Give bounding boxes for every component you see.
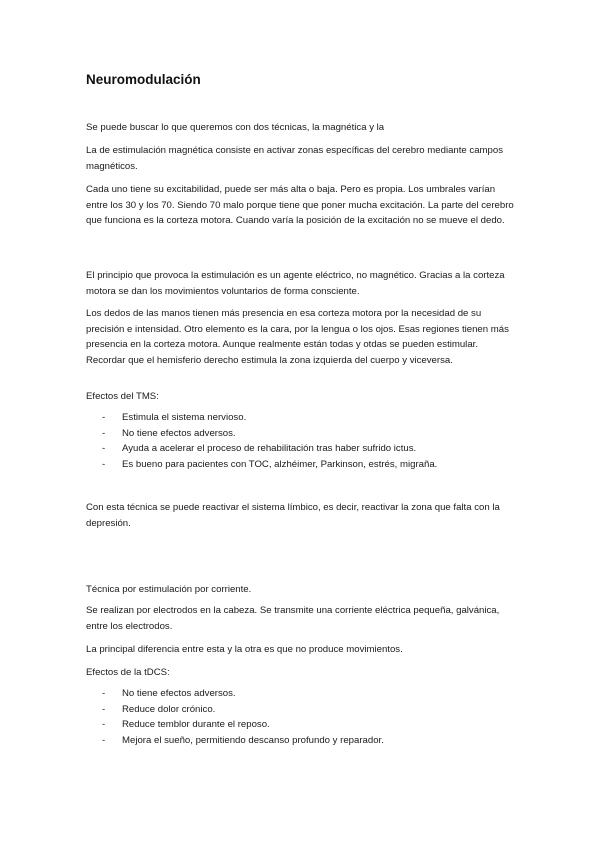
list-bullet: - bbox=[102, 427, 106, 439]
list-item bbox=[86, 426, 518, 442]
list-bullet: - bbox=[102, 458, 106, 470]
paragraph-electrodes: Se realizan por electrodos en la cabeza. Se transmite una corriente eléctrica pequeña, galvánica, entre los electrodos. bbox=[86, 605, 500, 632]
list-bullet: - bbox=[102, 734, 106, 746]
paragraph-excitability: Cada uno tiene su excitabilidad, puede ser más alta o baja. Pero es propia. Los umbrales varían entre los 30 y los 70. Siendo 70 malo porque tiene que poner mucha excitación. La parte del cerebro que funciona es la corteza motora. Cuando varía la posición de la excitación no se mueve el dedo. bbox=[86, 184, 514, 227]
paragraph-principle: El principio que provoca la estimulación es un agente eléctrico, no magnético. Gracias a la corteza motora se dan los movimientos voluntarios de forma consciente. bbox=[86, 270, 505, 297]
list-item-text: No tiene efectos adversos. bbox=[122, 688, 236, 699]
document-title: Neuromodulación bbox=[86, 72, 201, 87]
paragraph-difference: La principal diferencia entre esta y la otra es que no produce movimientos. bbox=[86, 644, 403, 655]
paragraph-current-technique: Técnica por estimulación por corriente. bbox=[86, 584, 252, 595]
list-bullet: - bbox=[102, 703, 106, 715]
list-item-text: Reduce temblor durante el reposo. bbox=[122, 719, 270, 731]
list-item bbox=[86, 410, 518, 426]
list-item bbox=[86, 457, 518, 473]
list-item-text: Es bueno para pacientes con TOC, alzhéimer, Parkinson, estrés, migraña. bbox=[122, 458, 438, 470]
list-bullet: - bbox=[102, 412, 106, 423]
list-item-text: No tiene efectos adversos. bbox=[122, 427, 236, 439]
list-item-text: Mejora el sueño, permitiendo descanso profundo y reparador. bbox=[122, 734, 384, 746]
list-item bbox=[86, 733, 518, 749]
list-item-text: Ayuda a acelerar el proceso de rehabilitación tras haber sufrido ictus. bbox=[122, 443, 417, 455]
paragraph-limbic: Con esta técnica se puede reactivar el sistema límbico, es decir, reactivar la zona que falta con la depresión. bbox=[86, 502, 500, 529]
paragraph-intro: Se puede buscar lo que queremos con dos técnicas, la magnética y la bbox=[86, 122, 385, 133]
paragraph-fingers: Los dedos de las manos tienen más presencia en esa corteza motora por la necesidad de su precisión e intensidad. Otro elemento es la cara, por la lengua o los ojos. Esas regiones tienen más presencia en la corteza motora. Aunque realmente están todas y otdas se pueden estimular. Recordar que el hemisferio derecho estimula la zona izquierda del cuerpo y viceversa. bbox=[86, 308, 509, 366]
heading-tms-effects: Efectos del TMS: bbox=[86, 391, 159, 402]
paragraph-magnetic-definition: La de estimulación magnética consiste en activar zonas específicas del cerebro mediante campos magnéticos. bbox=[86, 145, 504, 172]
list-bullet: - bbox=[102, 688, 106, 699]
heading-tdcs-effects: Efectos de la tDCS: bbox=[86, 667, 170, 678]
list-bullet: - bbox=[102, 443, 106, 455]
list-item bbox=[86, 717, 518, 733]
tdcs-effects-list bbox=[86, 686, 518, 748]
list-item bbox=[86, 686, 518, 702]
list-item-text: Reduce dolor crónico. bbox=[122, 703, 216, 715]
list-bullet: - bbox=[102, 719, 106, 731]
list-item bbox=[86, 702, 518, 718]
tms-effects-list bbox=[86, 410, 518, 472]
list-item bbox=[86, 441, 518, 457]
list-item-text: Estimula el sistema nervioso. bbox=[122, 412, 247, 423]
